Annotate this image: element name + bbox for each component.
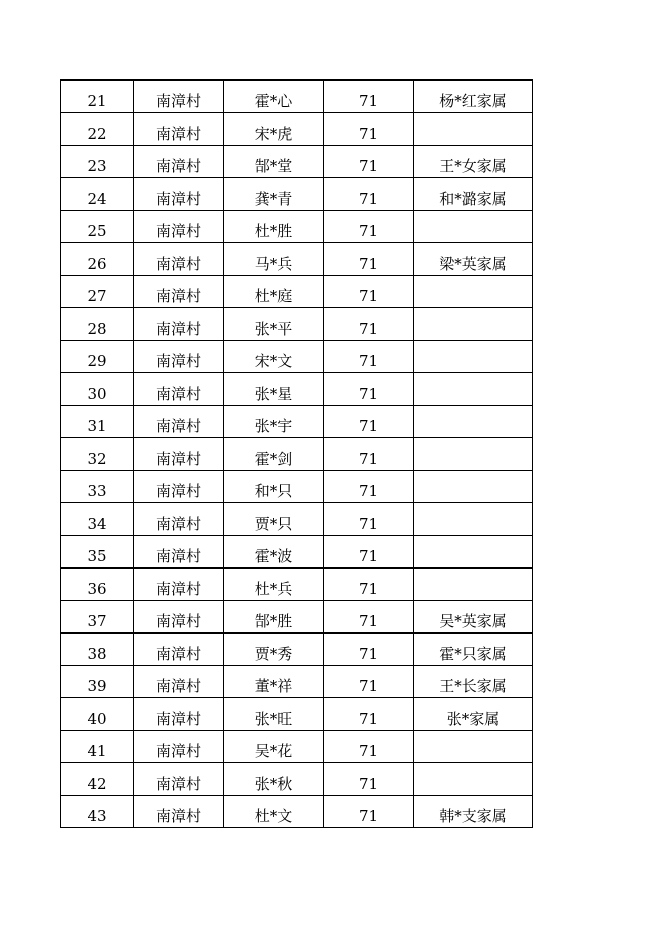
table-row xyxy=(61,340,533,373)
note-cell: 吴*英家属 xyxy=(414,600,533,633)
note-cell: 韩*支家属 xyxy=(414,795,533,828)
table-row xyxy=(61,80,533,113)
age-cell: 71 xyxy=(324,275,414,308)
age-cell: 71 xyxy=(324,535,414,568)
name-cell: 杜*兵 xyxy=(224,568,324,601)
row-number-cell: 24 xyxy=(61,178,134,211)
age-cell: 71 xyxy=(324,80,414,113)
name-cell: 董*祥 xyxy=(224,665,324,698)
row-number-cell: 38 xyxy=(61,633,134,666)
note-cell xyxy=(414,568,533,601)
data-table xyxy=(60,79,533,828)
name-cell: 张*旺 xyxy=(224,698,324,731)
row-number-cell: 25 xyxy=(61,210,134,243)
table-row xyxy=(61,145,533,178)
row-number-cell: 40 xyxy=(61,698,134,731)
name-cell: 杜*庭 xyxy=(224,275,324,308)
village-cell: 南漳村 xyxy=(134,698,224,731)
note-cell xyxy=(414,438,533,471)
note-cell xyxy=(414,113,533,146)
name-cell: 郜*堂 xyxy=(224,145,324,178)
row-number-cell: 35 xyxy=(61,535,134,568)
age-cell: 71 xyxy=(324,438,414,471)
age-cell: 71 xyxy=(324,373,414,406)
village-cell: 南漳村 xyxy=(134,763,224,796)
age-cell: 71 xyxy=(324,405,414,438)
table-row xyxy=(61,275,533,308)
table-row xyxy=(61,178,533,211)
table-row xyxy=(61,795,533,828)
table-row xyxy=(61,763,533,796)
table-row xyxy=(61,210,533,243)
name-cell: 霍*心 xyxy=(224,80,324,113)
village-cell: 南漳村 xyxy=(134,275,224,308)
row-number-cell: 43 xyxy=(61,795,134,828)
table-row xyxy=(61,600,533,633)
row-number-cell: 41 xyxy=(61,730,134,763)
village-cell: 南漳村 xyxy=(134,178,224,211)
table-row xyxy=(61,665,533,698)
name-cell: 张*平 xyxy=(224,308,324,341)
table-row xyxy=(61,405,533,438)
village-cell: 南漳村 xyxy=(134,210,224,243)
village-cell: 南漳村 xyxy=(134,535,224,568)
village-cell: 南漳村 xyxy=(134,80,224,113)
note-cell xyxy=(414,503,533,536)
row-number-cell: 32 xyxy=(61,438,134,471)
row-number-cell: 23 xyxy=(61,145,134,178)
table-body xyxy=(61,80,533,828)
note-cell: 王*女家属 xyxy=(414,145,533,178)
village-cell: 南漳村 xyxy=(134,340,224,373)
village-cell: 南漳村 xyxy=(134,113,224,146)
row-number-cell: 33 xyxy=(61,470,134,503)
note-cell xyxy=(414,373,533,406)
note-cell xyxy=(414,275,533,308)
age-cell: 71 xyxy=(324,178,414,211)
row-number-cell: 30 xyxy=(61,373,134,406)
row-number-cell: 22 xyxy=(61,113,134,146)
name-cell: 贾*秀 xyxy=(224,633,324,666)
row-number-cell: 27 xyxy=(61,275,134,308)
village-cell: 南漳村 xyxy=(134,438,224,471)
row-number-cell: 39 xyxy=(61,665,134,698)
row-number-cell: 28 xyxy=(61,308,134,341)
age-cell: 71 xyxy=(324,470,414,503)
village-cell: 南漳村 xyxy=(134,145,224,178)
note-cell xyxy=(414,535,533,568)
row-number-cell: 21 xyxy=(61,80,134,113)
table-row xyxy=(61,568,533,601)
name-cell: 霍*波 xyxy=(224,535,324,568)
village-cell: 南漳村 xyxy=(134,600,224,633)
age-cell: 71 xyxy=(324,210,414,243)
age-cell: 71 xyxy=(324,698,414,731)
age-cell: 71 xyxy=(324,600,414,633)
age-cell: 71 xyxy=(324,665,414,698)
name-cell: 马*兵 xyxy=(224,243,324,276)
age-cell: 71 xyxy=(324,340,414,373)
village-cell: 南漳村 xyxy=(134,568,224,601)
name-cell: 宋*虎 xyxy=(224,113,324,146)
note-cell xyxy=(414,470,533,503)
note-cell: 梁*英家属 xyxy=(414,243,533,276)
table-row xyxy=(61,470,533,503)
age-cell: 71 xyxy=(324,795,414,828)
note-cell xyxy=(414,405,533,438)
name-cell: 和*只 xyxy=(224,470,324,503)
table-row xyxy=(61,503,533,536)
note-cell: 王*长家属 xyxy=(414,665,533,698)
village-cell: 南漳村 xyxy=(134,405,224,438)
village-cell: 南漳村 xyxy=(134,470,224,503)
note-cell xyxy=(414,730,533,763)
village-cell: 南漳村 xyxy=(134,308,224,341)
note-cell: 和*潞家属 xyxy=(414,178,533,211)
name-cell: 宋*文 xyxy=(224,340,324,373)
row-number-cell: 37 xyxy=(61,600,134,633)
row-number-cell: 42 xyxy=(61,763,134,796)
age-cell: 71 xyxy=(324,730,414,763)
note-cell xyxy=(414,763,533,796)
age-cell: 71 xyxy=(324,568,414,601)
table-row xyxy=(61,373,533,406)
name-cell: 龚*青 xyxy=(224,178,324,211)
note-cell xyxy=(414,210,533,243)
note-cell: 张*家属 xyxy=(414,698,533,731)
village-cell: 南漳村 xyxy=(134,373,224,406)
village-cell: 南漳村 xyxy=(134,503,224,536)
name-cell: 霍*剑 xyxy=(224,438,324,471)
name-cell: 张*星 xyxy=(224,373,324,406)
name-cell: 杜*胜 xyxy=(224,210,324,243)
village-cell: 南漳村 xyxy=(134,795,224,828)
note-cell xyxy=(414,340,533,373)
village-cell: 南漳村 xyxy=(134,730,224,763)
age-cell: 71 xyxy=(324,503,414,536)
village-cell: 南漳村 xyxy=(134,243,224,276)
name-cell: 杜*文 xyxy=(224,795,324,828)
name-cell: 贾*只 xyxy=(224,503,324,536)
table-row xyxy=(61,535,533,568)
age-cell: 71 xyxy=(324,145,414,178)
village-cell: 南漳村 xyxy=(134,633,224,666)
age-cell: 71 xyxy=(324,113,414,146)
note-cell: 霍*只家属 xyxy=(414,633,533,666)
name-cell: 吴*花 xyxy=(224,730,324,763)
row-number-cell: 26 xyxy=(61,243,134,276)
age-cell: 71 xyxy=(324,243,414,276)
table-row xyxy=(61,113,533,146)
table-row xyxy=(61,730,533,763)
age-cell: 71 xyxy=(324,763,414,796)
row-number-cell: 31 xyxy=(61,405,134,438)
name-cell: 张*秋 xyxy=(224,763,324,796)
village-cell: 南漳村 xyxy=(134,665,224,698)
row-number-cell: 34 xyxy=(61,503,134,536)
table-row xyxy=(61,698,533,731)
age-cell: 71 xyxy=(324,308,414,341)
row-number-cell: 29 xyxy=(61,340,134,373)
note-cell xyxy=(414,308,533,341)
age-cell: 71 xyxy=(324,633,414,666)
name-cell: 郜*胜 xyxy=(224,600,324,633)
table-row xyxy=(61,308,533,341)
table-row xyxy=(61,243,533,276)
name-cell: 张*宇 xyxy=(224,405,324,438)
note-cell: 杨*红家属 xyxy=(414,80,533,113)
row-number-cell: 36 xyxy=(61,568,134,601)
table-row xyxy=(61,438,533,471)
table-row xyxy=(61,633,533,666)
